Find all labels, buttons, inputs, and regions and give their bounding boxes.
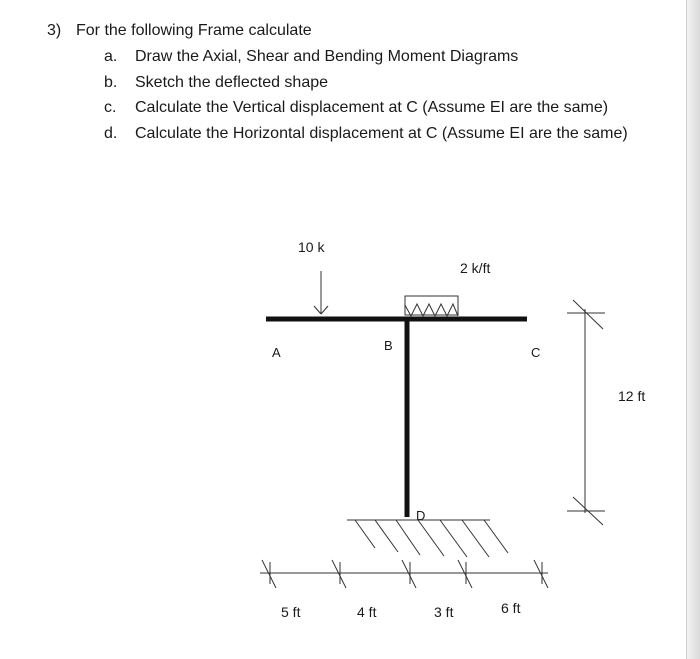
question-text: For the following Frame calculate	[76, 22, 312, 39]
node-label-b: B	[384, 338, 393, 353]
span-label-4: 6 ft	[501, 600, 521, 616]
question-number: 3)	[47, 22, 62, 39]
point-load-arrow	[314, 271, 328, 314]
distributed-load-label: 2 k/ft	[460, 260, 491, 276]
item-letter-a: a.	[104, 48, 118, 65]
node-label-a: A	[272, 345, 281, 360]
node-label-c: C	[531, 345, 541, 360]
span-label-2: 4 ft	[357, 604, 377, 620]
item-text-d: Calculate the Horizontal displacement at C (Assume EI are the same)	[135, 125, 628, 142]
node-label-d: D	[416, 508, 426, 523]
fixed-support	[347, 520, 508, 557]
point-load-label: 10 k	[298, 239, 325, 255]
span-label-1: 5 ft	[281, 604, 301, 620]
item-letter-d: d.	[104, 125, 118, 142]
item-text-b: Sketch the deflected shape	[135, 74, 329, 91]
item-letter-b: b.	[104, 74, 118, 91]
item-text-c: Calculate the Vertical displacement at C (Assume EI are the same)	[135, 99, 609, 116]
item-letter-c: c.	[104, 99, 117, 116]
item-text-a: Draw the Axial, Shear and Bending Moment Diagrams	[135, 48, 519, 65]
distributed-load	[405, 296, 458, 316]
height-dimension	[567, 300, 605, 525]
height-label: 12 ft	[618, 388, 646, 404]
span-label-3: 3 ft	[434, 604, 454, 620]
span-dimension	[260, 560, 548, 588]
